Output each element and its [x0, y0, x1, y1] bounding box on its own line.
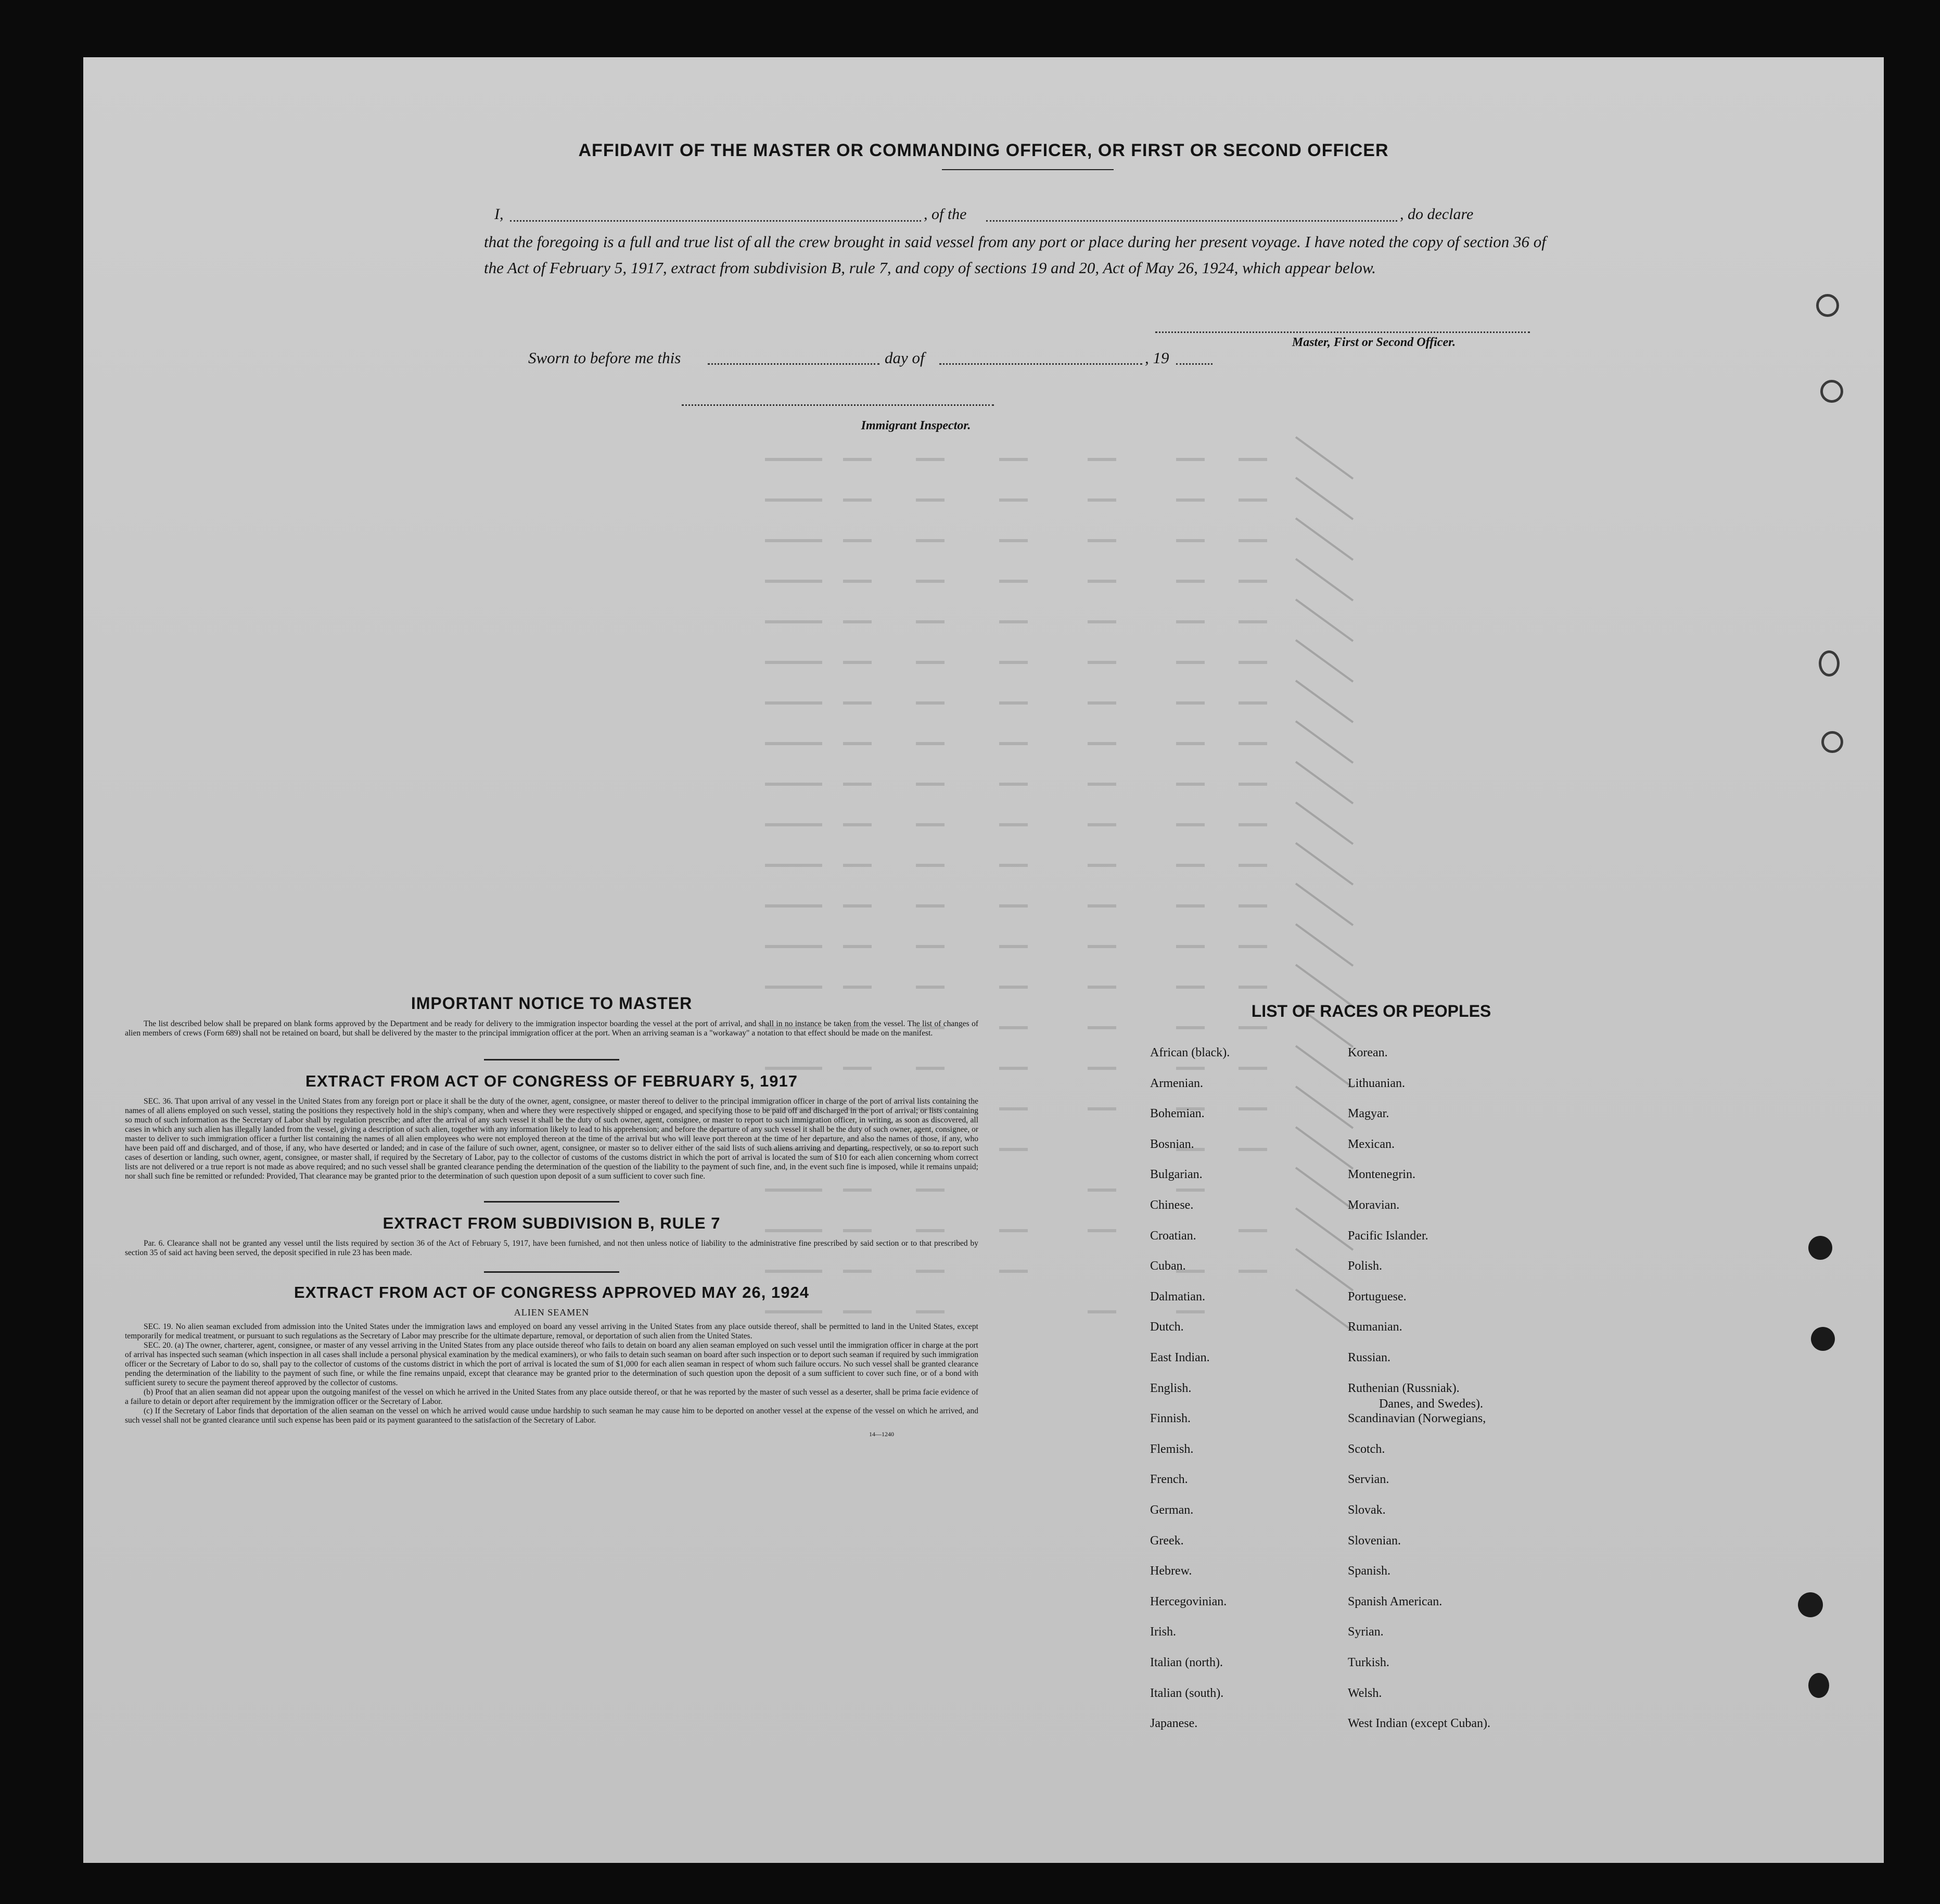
bleed-mark — [765, 864, 822, 867]
sec19-text: SEC. 19. No alien seaman excluded from admission into the United States under the immigration laws and employed on board any vessel arriving in the United States from any place outside thereof, shall be permitted to land in the United States, except temporarily for medical treatment, or pursuant to such regulations as the Secretary of Labor may prescribe for the ultimate departure, removal, or deportation of such alien from the United States. — [125, 1322, 978, 1340]
bleed-mark — [999, 620, 1028, 623]
race-item: Greek. — [1150, 1534, 1184, 1548]
bleed-stroke — [1296, 518, 1353, 560]
race-item: Korean. — [1348, 1046, 1388, 1059]
race-item: Irish. — [1150, 1625, 1176, 1639]
affidavit-body: that the foregoing is a full and true list of all the crew brought in said vessel from any port or place during her present voyage. I have noted the copy of section 36 of the Act of February 5, 1917, extract from subdivision B, rule 7, and copy of sections 19 and 20, Act of May 26, 1924, which appear below. — [484, 233, 1546, 277]
race-item: Japanese. — [1150, 1717, 1198, 1730]
bleed-mark — [1239, 986, 1267, 989]
bleed-stroke — [1296, 924, 1353, 966]
bleed-mark — [1239, 458, 1267, 461]
bleed-mark — [1088, 458, 1116, 461]
title-divider — [942, 169, 1114, 170]
bleed-mark — [1176, 986, 1205, 989]
bleed-mark — [843, 539, 872, 542]
bleed-mark — [999, 458, 1028, 461]
race-item: Croatian. — [1150, 1229, 1196, 1243]
bleed-mark — [765, 620, 822, 623]
bleed-mark — [1239, 742, 1267, 745]
bleed-mark — [1088, 620, 1116, 623]
race-item: English. — [1150, 1382, 1192, 1395]
bleed-mark — [1176, 539, 1205, 542]
race-item: Bohemian. — [1150, 1107, 1205, 1120]
bleed-mark — [916, 742, 945, 745]
bleed-mark — [843, 783, 872, 786]
bleed-mark — [1239, 1270, 1267, 1273]
bleed-stroke — [1296, 1087, 1353, 1128]
bleed-mark — [999, 1107, 1028, 1110]
race-item: Spanish. — [1348, 1564, 1391, 1578]
race-item: Hebrew. — [1150, 1564, 1192, 1578]
bleed-mark — [999, 1067, 1028, 1070]
race-item: Hercegovinian. — [1150, 1595, 1227, 1608]
bleed-stroke — [1296, 559, 1353, 600]
sworn-year-blank — [1176, 352, 1212, 365]
bleed-mark — [1239, 1067, 1267, 1070]
race-item: West Indian (except Cuban). — [1348, 1717, 1490, 1730]
sec20b-text: (b) Proof that an alien seaman did not appear upon the outgoing manifest of the vessel on which he arrived in the United States from any place outside thereof, or that he was reported by the master of such vessel as a deserter, shall be prima facie evidence of a failure to detain or deport after requirement by the immigration officer or the Secretary of Labor. — [125, 1388, 978, 1406]
declaration-do-declare: , do declare — [1400, 206, 1474, 223]
race-item: African (black). — [1150, 1046, 1230, 1059]
bleed-mark — [916, 986, 945, 989]
extract-1917-text: SEC. 36. That upon arrival of any vessel in the United States from any foreign port or place it shall be the duty of the owner, agent, consignee, or master thereof to deliver to the principal immigration officer in charge of the port of arrival lists containing the names of all aliens employed on such vessel, stating the positions they respectively hold in the ship's company, when and where they were respectively shipped or engaged, and specifying those to be paid off and discharged in the port of arrival; or lists containing so much of such information as the Secretary of Labor shall by regulation prescribe; and after the arrival of any such vessel it shall be the duty of such owner, agent, consignee, or master to report to such immigration officer, in writing, as soon as discovered, all cases in which any such alien has illegally landed from the vessel, giving a description of such alien, together with any information likely to lead to his apprehension; and before the departure of any such vessel it shall be the duty of such owner, agent, consignee, or master to deliver to such immigration officer a further list containing the names of all alien employees who were not employed thereon at the time of the arrival but who will leave port thereon at the time of her departure, and also the names of those, if any, who have been paid off and discharged, and of those, if any, who have deserted or landed; and in case of the failure of such owner, agent, consignee, or master so to deliver either of the said lists of such aliens arriving and departing, respectively, or so to report such cases of desertion or landing, such owner, agent, consignee, or master shall, if required by the Secretary of Labor, pay to the collector of customs of the customs district in which the port of arrival is located the sum of $10 for each alien concerning whom correct lists are not delivered or a true report is not made as above required; and no such vessel shall be granted clearance pending the determination of the question of the liability to the payment of such fine, and, in the event such fine is imposed, while it remains unpaid; nor shall such fine be remitted or refunded: Provided, That clearance may be granted prior to the determination of such question upon deposit of a sum sufficient to cover such fine. — [125, 1097, 978, 1181]
bleed-mark — [1088, 1229, 1116, 1232]
bleed-mark — [1176, 742, 1205, 745]
race-item: Montenegrin. — [1348, 1168, 1415, 1181]
bleed-mark — [999, 539, 1028, 542]
bleed-mark — [843, 823, 872, 826]
bleed-mark — [1176, 1310, 1205, 1313]
bleed-mark — [1239, 1148, 1267, 1151]
bleed-mark — [916, 864, 945, 867]
bleed-mark — [765, 580, 822, 583]
bleed-stroke — [1296, 1168, 1353, 1209]
bleed-stroke — [1296, 1249, 1353, 1290]
bleed-mark — [843, 742, 872, 745]
bleed-mark — [1088, 1189, 1116, 1192]
bleed-mark — [1176, 620, 1205, 623]
bleed-stroke — [1296, 478, 1353, 519]
race-item: Flemish. — [1150, 1442, 1194, 1456]
bleed-mark — [843, 458, 872, 461]
bleed-stroke — [1296, 681, 1353, 722]
bleed-mark — [1176, 661, 1205, 664]
form-number: 14—1240 — [869, 1430, 894, 1438]
bleed-mark — [999, 580, 1028, 583]
bleed-stroke — [1296, 599, 1353, 641]
bleed-mark — [765, 539, 822, 542]
bleed-mark — [1088, 539, 1116, 542]
bleed-stroke — [1296, 802, 1353, 844]
race-item: Armenian. — [1150, 1077, 1203, 1090]
bleed-mark — [1239, 1229, 1267, 1232]
sworn-month-blank — [939, 352, 1142, 365]
extract-rule7-text: Par. 6. Clearance shall not be granted any vessel until the lists required by section 36 of the Act of February 5, 1917, have been furnished, and not then unless notice of liability to the administrative fine prescribed by said section or to that prescribed by section 35 of said act having been served, the deposit specified in rule 23 has been made. — [125, 1239, 978, 1257]
bleed-mark — [916, 620, 945, 623]
inspector-signature-label: Immigrant Inspector. — [861, 419, 971, 432]
punch-hole — [1820, 380, 1843, 403]
bleed-mark — [1176, 701, 1205, 705]
race-item: Ruthenian (Russniak). — [1348, 1382, 1460, 1395]
bleed-mark — [843, 986, 872, 989]
bleed-mark — [999, 1026, 1028, 1029]
bleed-mark — [1239, 580, 1267, 583]
bleed-mark — [916, 823, 945, 826]
race-item: Moravian. — [1348, 1198, 1400, 1212]
bleed-mark — [999, 1148, 1028, 1151]
bleed-mark — [916, 945, 945, 948]
bleed-stroke — [1296, 1289, 1353, 1331]
bleed-mark — [1088, 580, 1116, 583]
bleed-mark — [916, 580, 945, 583]
punch-hole — [1816, 294, 1839, 317]
sworn-year: , 19 — [1145, 349, 1169, 367]
bleed-mark — [999, 864, 1028, 867]
bleed-mark — [1176, 864, 1205, 867]
bleed-mark — [916, 539, 945, 542]
race-item: Cuban. — [1150, 1259, 1186, 1273]
affidavit-title: AFFIDAVIT OF THE MASTER OR COMMANDING OFFICER, OR FIRST OR SECOND OFFICER — [578, 140, 1389, 160]
bleed-mark — [1088, 986, 1116, 989]
sec20c-text: (c) If the Secretary of Labor finds that deportation of the alien seaman on the vessel on which he arrived would cause undue hardship to such seaman he may cause him to be deported on another vessel at the expense of the vessel on which he arrived, and such vessel shall not be granted clearance until such expense has been paid or its payment guaranteed to the satisfaction of the Secretary of Labor. — [125, 1407, 978, 1425]
bleed-mark — [916, 499, 945, 502]
punch-hole — [1821, 731, 1843, 753]
race-item: Dutch. — [1150, 1320, 1184, 1334]
punch-hole — [1808, 1236, 1832, 1260]
race-item: Scandinavian (Norwegians, — [1348, 1412, 1486, 1425]
bleed-mark — [1239, 823, 1267, 826]
bleed-stroke — [1296, 1127, 1353, 1169]
bleed-stroke — [1296, 721, 1353, 763]
bleed-mark — [765, 986, 822, 989]
bleed-mark — [843, 661, 872, 664]
bleed-mark — [999, 823, 1028, 826]
bleed-mark — [999, 701, 1028, 705]
race-item: Pacific Islander. — [1348, 1229, 1428, 1243]
section-divider — [484, 1271, 619, 1273]
legal-extracts — [125, 994, 978, 1438]
extract-1924-title: EXTRACT FROM ACT OF CONGRESS APPROVED MAY 26, 1924 — [294, 1283, 809, 1301]
bleed-mark — [843, 701, 872, 705]
bleed-mark — [843, 620, 872, 623]
bleed-mark — [1176, 823, 1205, 826]
bleed-through-svg — [83, 57, 1884, 1863]
race-item: Danes, and Swedes). — [1379, 1397, 1483, 1411]
bleed-mark — [1176, 1067, 1205, 1070]
bleed-mark — [1088, 945, 1116, 948]
bleed-mark — [1088, 904, 1116, 908]
race-item: Chinese. — [1150, 1198, 1194, 1212]
bleed-mark — [1088, 661, 1116, 664]
sworn-text: Sworn to before me this — [528, 349, 681, 367]
bleed-mark — [765, 742, 822, 745]
race-item: Italian (south). — [1150, 1686, 1224, 1700]
bleed-mark — [1239, 620, 1267, 623]
bleed-mark — [765, 783, 822, 786]
race-item: Mexican. — [1348, 1138, 1395, 1151]
declaration-of-the: , of the — [924, 206, 967, 223]
bleed-stroke — [1296, 640, 1353, 682]
races-title: LIST OF RACES OR PEOPLES — [1251, 1002, 1491, 1020]
bleed-stroke — [1296, 884, 1353, 925]
bleed-mark — [1239, 539, 1267, 542]
race-item: French. — [1150, 1473, 1188, 1486]
bleed-mark — [765, 823, 822, 826]
race-item: Magyar. — [1348, 1107, 1389, 1120]
bleed-mark — [999, 661, 1028, 664]
race-item: Lithuanian. — [1348, 1077, 1405, 1090]
race-item: Scotch. — [1348, 1442, 1385, 1456]
bleed-stroke — [1296, 437, 1353, 479]
race-item: Servian. — [1348, 1473, 1389, 1486]
punch-hole — [1811, 1327, 1835, 1351]
bleed-mark — [1088, 499, 1116, 502]
bleed-mark — [765, 499, 822, 502]
bleed-mark — [999, 945, 1028, 948]
document-page — [83, 57, 1884, 1863]
bleed-mark — [765, 458, 822, 461]
bleed-mark — [916, 904, 945, 908]
bleed-mark — [999, 986, 1028, 989]
bleed-mark — [765, 904, 822, 908]
race-item: Spanish American. — [1348, 1595, 1443, 1608]
name-blank — [510, 209, 921, 222]
race-item: German. — [1150, 1503, 1194, 1517]
race-item: Syrian. — [1348, 1625, 1384, 1639]
punch-hole — [1808, 1673, 1829, 1698]
bleed-stroke — [1296, 1046, 1353, 1088]
race-item: Rumanian. — [1348, 1320, 1402, 1334]
bleed-mark — [765, 661, 822, 664]
bleed-mark — [1088, 701, 1116, 705]
bleed-mark — [1176, 499, 1205, 502]
punch-hole — [1798, 1592, 1823, 1617]
bleed-mark — [999, 783, 1028, 786]
bleed-mark — [1088, 1310, 1116, 1313]
bleed-mark — [999, 499, 1028, 502]
bleed-mark — [999, 904, 1028, 908]
notice-text: The list described below shall be prepared on blank forms approved by the Department and be ready for delivery to the immigration inspector boarding the vessel at the port of arrival, and shall in no instance be taken from the vessel. The list of changes of alien members of crews (Form 689) shall not be retained on board, but shall be delivered by the master to the principal immigration officer at the port. When an arriving seaman is a "workaway" a notation to that effect should be made on the manifest. — [125, 1019, 978, 1038]
bleed-mark — [1239, 1026, 1267, 1029]
inspector-signature-blank — [682, 393, 994, 406]
bleed-mark — [1239, 783, 1267, 786]
sworn-day-of: day of — [885, 349, 925, 367]
race-item: Italian (north). — [1150, 1656, 1223, 1669]
bleed-mark — [1176, 783, 1205, 786]
declaration-i: I, — [494, 206, 504, 223]
bleed-mark — [1176, 1026, 1205, 1029]
punch-hole — [1819, 650, 1840, 676]
bleed-mark — [765, 701, 822, 705]
bleed-mark — [1176, 580, 1205, 583]
race-item: Slovak. — [1348, 1503, 1386, 1517]
bleed-mark — [1239, 904, 1267, 908]
officer-signature-label: Master, First or Second Officer. — [1292, 336, 1456, 349]
bleed-mark — [1088, 783, 1116, 786]
bleed-mark — [1176, 1189, 1205, 1192]
race-item: Russian. — [1348, 1351, 1391, 1364]
bleed-mark — [1239, 1107, 1267, 1110]
section-divider — [484, 1201, 619, 1203]
bleed-mark — [916, 701, 945, 705]
sec20a-text: SEC. 20. (a) The owner, charterer, agent, consignee, or master of any vessel arriving in the United States from any place outside thereof who fails to detain on board any alien seaman employed on such vessel until the immigration officer in charge at the port of arrival has inspected such seaman (which inspection in all cases shall include a personal physical examination by the medical examiners), or who fails to detain such seaman on board after such inspection or to deport such seaman if required by such immigration officer or the Secretary of Labor to do so, shall pay to the collector of customs of the customs district in which the port of arrival is located the sum of $1,000 for each alien seaman in respect of whom such failure occurs. No such vessel shall be granted clearance pending the determination of the liability to the payment of such fine, or while the fine remains unpaid, except that clearance may be granted prior to the determination of such question upon the deposit of a sum sufficient to cover such fine, or of a bond with sufficient surety to secure the payment thereof approved by the collector of customs. — [125, 1341, 978, 1387]
extract-1917-title: EXTRACT FROM ACT OF CONGRESS OF FEBRUARY 5, 1917 — [305, 1072, 798, 1090]
bleed-mark — [1088, 1026, 1116, 1029]
bleed-mark — [1176, 458, 1205, 461]
bleed-stroke — [1296, 965, 1353, 1006]
race-item: Portuguese. — [1348, 1290, 1407, 1304]
bleed-mark — [916, 661, 945, 664]
race-item: Turkish. — [1348, 1656, 1389, 1669]
bleed-mark — [1239, 701, 1267, 705]
bleed-mark — [1088, 823, 1116, 826]
section-divider — [484, 1059, 619, 1060]
bleed-stroke — [1296, 762, 1353, 803]
extract-rule7-title: EXTRACT FROM SUBDIVISION B, RULE 7 — [382, 1214, 721, 1232]
race-item: East Indian. — [1150, 1351, 1210, 1364]
vessel-blank — [986, 209, 1397, 222]
race-item: Bosnian. — [1150, 1138, 1194, 1151]
bleed-mark — [1176, 945, 1205, 948]
bleed-mark — [843, 499, 872, 502]
race-item: Slovenian. — [1348, 1534, 1401, 1548]
bleed-mark — [1088, 742, 1116, 745]
race-item: Polish. — [1348, 1259, 1383, 1273]
bleed-mark — [843, 904, 872, 908]
bleed-mark — [1239, 945, 1267, 948]
bleed-mark — [1088, 1107, 1116, 1110]
bleed-mark — [1239, 499, 1267, 502]
sworn-day-blank — [708, 352, 879, 365]
race-item: Finnish. — [1150, 1412, 1191, 1425]
bleed-mark — [1088, 864, 1116, 867]
bleed-stroke — [1296, 843, 1353, 885]
alien-seamen-subtitle: ALIEN SEAMEN — [514, 1307, 590, 1318]
race-item: Bulgarian. — [1150, 1168, 1203, 1181]
bleed-mark — [999, 1270, 1028, 1273]
race-item: Dalmatian. — [1150, 1290, 1205, 1304]
bleed-mark — [1088, 1067, 1116, 1070]
bleed-mark — [843, 945, 872, 948]
bleed-mark — [843, 580, 872, 583]
bleed-mark — [999, 742, 1028, 745]
bleed-stroke — [1296, 1208, 1353, 1250]
race-item: Welsh. — [1348, 1686, 1382, 1700]
bleed-mark — [916, 458, 945, 461]
officer-signature-blank — [1155, 320, 1530, 333]
bleed-mark — [843, 864, 872, 867]
bleed-mark — [1239, 661, 1267, 664]
bleed-mark — [1239, 864, 1267, 867]
bleed-mark — [999, 1229, 1028, 1232]
bleed-mark — [765, 945, 822, 948]
bleed-mark — [1176, 904, 1205, 908]
bleed-mark — [916, 783, 945, 786]
notice-title: IMPORTANT NOTICE TO MASTER — [411, 994, 693, 1013]
